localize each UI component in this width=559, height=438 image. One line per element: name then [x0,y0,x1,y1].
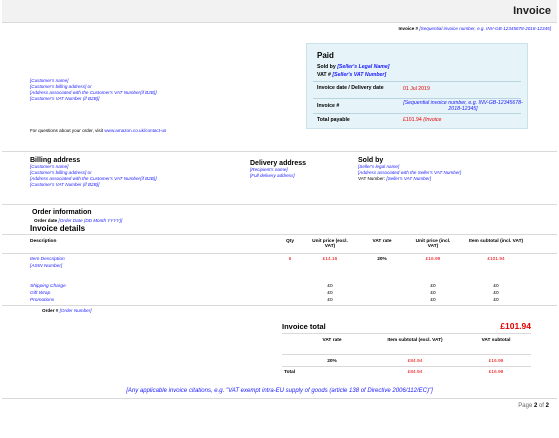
page-of: of [538,403,544,409]
questions-text: For questions about your order, visit [30,128,104,133]
total-col-vat-subtotal: VAT subtotal [481,338,511,343]
divider [2,151,557,152]
order-number-line [42,308,92,314]
item-qty: 6 [288,257,292,262]
invoice-total-heading: Invoice total [282,322,326,331]
divider [2,234,557,235]
grand-total-excl: £84.94 [407,370,423,375]
paid-title: Paid [317,51,334,60]
shipping-subtotal: £0 [493,284,499,289]
total-payable-suffix: (Invoice [423,117,442,123]
paid-sold-by [317,64,389,70]
invoice-date-value: 01 Jul 2019 [403,86,430,92]
invoice-number-line [398,26,551,32]
paid-divider [313,98,521,99]
divider [2,204,557,205]
promotions-label: Promotions [30,298,55,303]
col-item-subtotal: Item subtotal (incl. VAT) [468,239,524,244]
divider [2,398,557,399]
gift-wrap-label: Gift Wrap [30,291,51,296]
sold-by-line: [Address associated with the Seller's VAT Number] [358,170,462,175]
item-asin: [ASIN Number] [30,264,63,269]
customer-line: [Address associated with the Customer's VAT Number(if B2B)] [30,90,157,95]
grand-total-label: Total [284,370,296,375]
shipping-incl: £0 [430,284,436,289]
total-payable-label: Total payable [317,117,350,123]
paid-invoice-value: [Sequential invoice number, e.g. INV-GB-12345678-2018-12345] [403,100,523,112]
gift-wrap-excl: £0 [327,291,333,296]
item-unit-incl: £16.99 [425,257,441,262]
delivery-line: [Full delivery address] [250,173,295,178]
paid-divider [313,81,521,82]
page-title: Invoice [513,5,551,17]
divider [282,366,531,367]
order-date-value: [Order Date (DD Month YYYY)] [58,218,123,223]
billing-line: [Customer's VAT Number (if B2B)] [30,182,100,187]
divider [2,305,557,306]
order-number-value: [Order Number] [59,308,92,313]
promotions-incl: £0 [430,298,436,303]
delivery-address [250,160,350,179]
col-unit-excl: Unit price (excl. VAT) [312,239,348,249]
order-number-label: Order # [42,308,59,313]
page-total: 2 [545,403,549,409]
divider [2,22,557,23]
invoice-citation: [Any applicable invoice citations, e.g. "VAT exempt intra-EU supply of goods (article 138 of Directive 2006/112/EC)"] [126,388,433,394]
paid-invoice-label: Invoice # [317,103,340,109]
total-payable-value [403,117,441,123]
total-col-vat-rate: VAT rate [322,338,342,343]
divider [2,253,557,254]
item-subtotal: £101.94 [487,257,505,262]
invoice-number-label: Invoice # [398,26,419,31]
billing-address [30,157,240,188]
total-row-vat: £16.99 [488,359,504,364]
page-current: 2 [533,403,538,409]
paid-vat [317,72,386,78]
sold-by-vat [358,176,533,182]
total-row-rate: 20% [327,359,337,364]
title-bar [2,0,557,22]
sold-by-vat-value: [Seller's VAT Number] [386,176,432,181]
invoice-details-heading: Invoice details [30,224,86,233]
sold-by-block [358,157,533,182]
shipping-charge-label: Shipping Charge [30,284,66,289]
paid-box [306,43,528,129]
delivery-line: [Recipient's name] [250,167,288,172]
total-row-excl: £84.94 [407,359,423,364]
paid-sold-by-label: Sold by [317,64,336,70]
sold-by-line: [Seller's legal name] [358,164,400,169]
customer-block [30,78,260,102]
customer-line: [Customer's billing address] or [30,84,92,89]
item-unit-excl: £14.16 [322,257,338,262]
grand-total-vat: £16.99 [488,370,504,375]
gift-wrap-incl: £0 [430,291,436,296]
paid-vat-label: VAT # [317,72,331,78]
invoice-total-amount: £101.94 [500,321,531,331]
col-unit-incl: Unit price (incl. VAT) [415,239,451,249]
divider [282,354,531,355]
promotions-excl: £0 [327,298,333,303]
invoice-date-label: Invoice date / Delivery date [317,85,384,91]
billing-heading: Billing address [30,157,81,164]
page-number [518,403,549,409]
billing-line: [Customer's billing address] or [30,170,92,175]
delivery-heading: Delivery address [250,160,307,167]
customer-line: [Customer's name] [30,78,69,83]
invoice-number-value: [Sequential invoice number, e.g. INV-GB-12345678-2018-12345] [419,26,551,31]
promotions-subtotal: £0 [493,298,499,303]
contact-link[interactable]: www.amazon.co.uk/contact-us [104,128,167,133]
billing-line: [Customer's name] [30,164,69,169]
total-col-item-subtotal: Item subtotal (excl. VAT) [387,338,443,343]
questions-line [30,128,166,134]
divider [282,333,531,334]
sold-by-heading: Sold by [358,157,384,164]
total-payable-amount: £101.94 [403,117,422,123]
paid-vat-value: [Seller's VAT Number] [332,72,387,78]
billing-line: [Address associated with the Customer's VAT Number(if B2B)] [30,176,157,181]
paid-sold-by-value: [Seller's Legal Name] [337,64,390,70]
col-qty: Qty [286,239,294,244]
gift-wrap-subtotal: £0 [493,291,499,296]
order-date-label: Order date [34,218,58,223]
col-vat-rate: VAT rate [372,239,392,244]
sold-by-vat-label: VAT Number: [358,176,386,181]
order-info-heading: Order information [32,209,92,216]
item-description: Item Description [30,257,65,262]
paid-divider [313,113,521,114]
customer-line: [Customer's VAT Number (if B2B)] [30,96,100,101]
page-prefix: Page [518,403,533,409]
shipping-excl: £0 [327,284,333,289]
item-vat-rate: 20% [377,257,387,262]
col-description: Description [30,239,57,244]
